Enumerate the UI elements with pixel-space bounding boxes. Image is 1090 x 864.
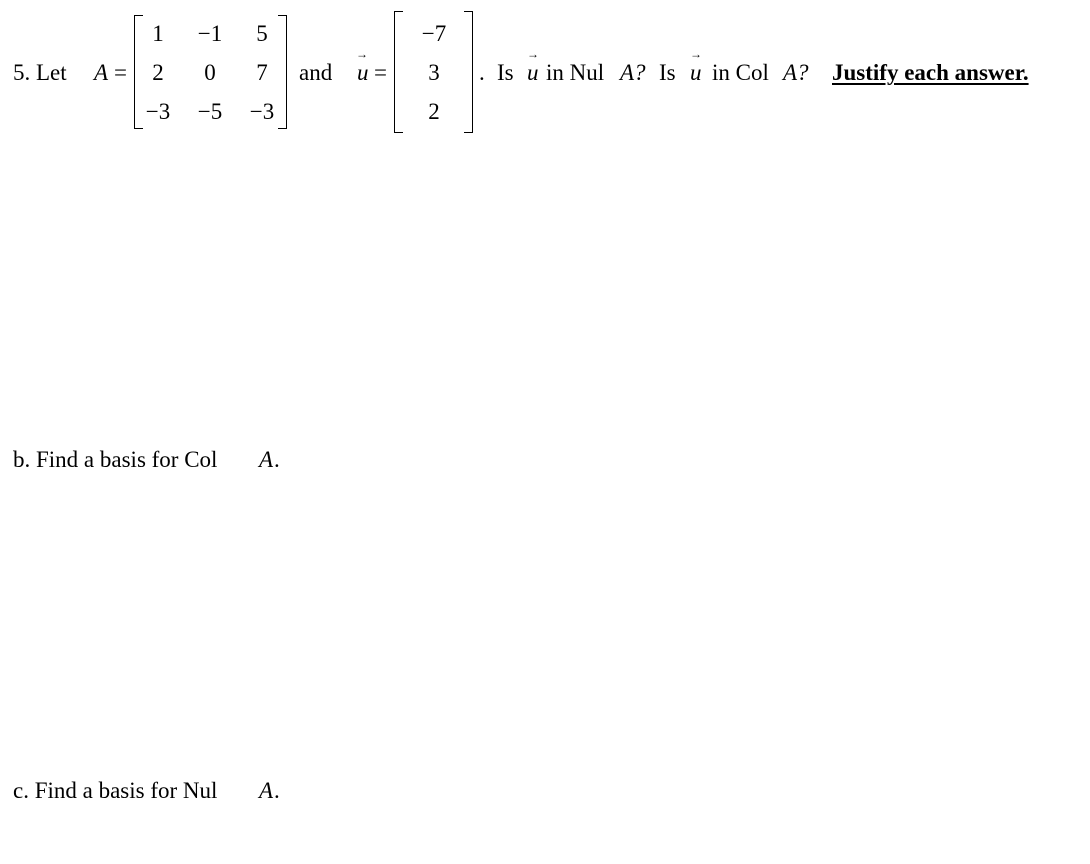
part-c-period: . bbox=[274, 778, 280, 803]
vector-u-entry: −7 bbox=[421, 21, 447, 46]
vector-arrow-icon: → bbox=[356, 47, 368, 61]
vector-u-entry: 2 bbox=[428, 99, 440, 124]
part-b-prompt: b. Find a basis for Col bbox=[13, 447, 218, 472]
question-1-is: Is bbox=[497, 60, 514, 85]
question-1-vector: u bbox=[527, 60, 539, 85]
vector-u-left-bracket bbox=[394, 11, 403, 133]
question-1-matrix: A? bbox=[620, 60, 646, 85]
equals-sign: = bbox=[114, 60, 127, 85]
matrix-a-cell: −1 bbox=[197, 21, 223, 46]
question-2-in-col: in Col bbox=[712, 60, 769, 85]
and-text: and bbox=[299, 60, 333, 85]
period: . bbox=[479, 60, 485, 85]
matrix-a-cell: 1 bbox=[152, 21, 164, 46]
matrix-a-cell: −3 bbox=[249, 99, 275, 124]
matrix-a-cell: 5 bbox=[256, 21, 268, 46]
vector-u-entry: 3 bbox=[428, 60, 440, 85]
vector-arrow-icon: → bbox=[527, 47, 539, 61]
matrix-a-cell: 7 bbox=[256, 60, 268, 85]
vector-arrow-icon: → bbox=[690, 47, 702, 61]
justify-instruction: Justify each answer. bbox=[832, 60, 1029, 85]
question-1-in-nul: in Nul bbox=[546, 60, 605, 85]
vector-name: u bbox=[357, 60, 369, 85]
part-b-matrix: A bbox=[259, 447, 274, 472]
part-c-prompt: c. Find a basis for Nul bbox=[13, 778, 218, 803]
problem-number-text: 5. Let bbox=[13, 60, 67, 85]
matrix-a-cell: −3 bbox=[145, 99, 171, 124]
question-2-vector: u bbox=[690, 60, 702, 85]
vector-u-right-bracket bbox=[464, 11, 473, 133]
matrix-a-cell: 2 bbox=[152, 60, 164, 85]
question-2-matrix: A? bbox=[783, 60, 809, 85]
matrix-a-cell: −5 bbox=[197, 99, 223, 124]
question-2-is: Is bbox=[659, 60, 676, 85]
matrix-a-cell: 0 bbox=[204, 60, 216, 85]
part-b-period: . bbox=[274, 447, 280, 472]
part-c-matrix: A bbox=[259, 778, 274, 803]
equals-sign: = bbox=[374, 60, 387, 85]
matrix-name: A bbox=[94, 60, 109, 85]
